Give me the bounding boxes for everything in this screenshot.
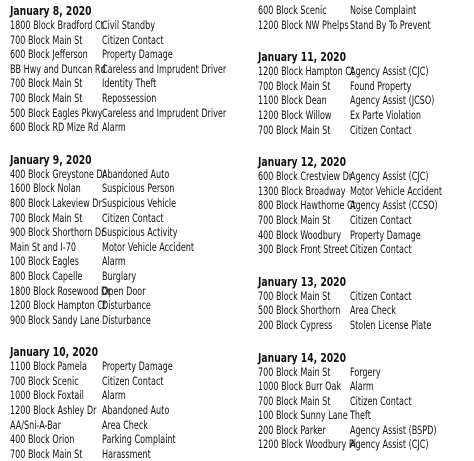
entry-location-text: 100 Block Eagles (10, 254, 79, 269)
log-entry (10, 284, 242, 299)
entry-location-text: 700 Block Scenic (10, 373, 79, 388)
log-entry (10, 18, 242, 33)
entry-location-text: AA/Sni-A-Bar (10, 417, 61, 432)
entry-location (10, 283, 111, 299)
entry-event-text: Identity Theft (102, 76, 157, 91)
log-entry (258, 169, 468, 184)
entry-event-text: Motor Vehicle Accident (102, 239, 195, 254)
log-entry (258, 213, 468, 228)
entry-location (258, 379, 350, 394)
entry-event (102, 225, 242, 240)
entry-event-text: Suspicious Activity (102, 225, 178, 240)
entry-location-text: 1200 Block Hampton Ct (10, 298, 107, 313)
log-entry (10, 76, 242, 91)
entry-event-text: Citizen Contact (350, 288, 412, 303)
entry-event-text: Agency Assist (CCSO) (350, 198, 438, 213)
entry-event-text: Careless and Imprudent Driver (102, 61, 227, 76)
entry-location (10, 269, 102, 284)
entry-event (102, 313, 242, 328)
log-entry (258, 408, 468, 423)
entry-event (102, 76, 242, 91)
log-entry (258, 108, 468, 123)
entry-event-text: Theft (350, 408, 371, 423)
date-section (10, 344, 242, 461)
log-entry (10, 432, 242, 447)
log-entry (10, 254, 242, 269)
log-entry (10, 240, 242, 255)
entry-location (10, 196, 102, 211)
entry-event-text: Agency Assist (BSPD) (350, 422, 437, 437)
entry-event-text: Citizen Contact (350, 393, 412, 408)
entry-location-text: 800 Block Hawthorne Ct (258, 198, 356, 213)
entry-event-text: Citizen Contact (102, 210, 164, 225)
entry-location (10, 120, 102, 135)
entry-location-text: 700 Block Main St (258, 288, 331, 303)
entry-event-text: Citizen Contact (350, 122, 412, 137)
date-section (258, 350, 468, 453)
log-entry (10, 91, 242, 106)
entry-location (10, 61, 106, 77)
entry-location (10, 18, 102, 33)
entry-event-text: Motor Vehicle Accident (350, 183, 443, 198)
entry-location (10, 432, 102, 447)
entry-event (102, 120, 242, 135)
entry-event (102, 211, 242, 226)
entry-location-text: 200 Block Parker (258, 422, 326, 437)
entry-location (258, 242, 350, 257)
entry-location-text: 700 Block Main St (10, 210, 83, 225)
entry-event (350, 79, 468, 94)
entry-event-text: Area Check (102, 417, 148, 432)
entry-event-text: Citizen Contact (102, 373, 164, 388)
entry-location-text: 1200 Block Ashley Dr (10, 403, 97, 418)
entry-location (258, 437, 356, 452)
entry-location (10, 298, 107, 313)
entry-event (350, 228, 468, 243)
entry-event (102, 403, 242, 418)
log-entry (258, 365, 468, 380)
entry-location-text: 700 Block Main St (10, 76, 83, 91)
log-entry (10, 33, 242, 48)
entry-location-text: 1000 Block Burr Oak (258, 379, 342, 394)
entry-event (102, 18, 242, 33)
section-gap (258, 333, 468, 350)
log-entry (258, 289, 468, 304)
log-entry (10, 62, 242, 77)
entry-event-text: Harassment (102, 446, 151, 461)
entry-event-text: Area Check (350, 303, 396, 318)
entry-event-text: Alarm (350, 379, 374, 394)
log-entry (258, 437, 468, 452)
log-entry (10, 47, 242, 62)
log-entry (10, 225, 242, 240)
entry-event (102, 47, 242, 62)
entry-event-text: Property Damage (102, 47, 173, 62)
section-gap (10, 135, 242, 152)
entry-event (350, 242, 468, 257)
date-heading: January 13, 2020 (258, 273, 346, 289)
entry-event (350, 3, 468, 18)
entry-event-text: Disturbance (102, 312, 151, 327)
entry-event-text: Agency Assist (CJC) (350, 169, 429, 184)
entry-event (350, 18, 468, 33)
entry-location (258, 408, 350, 423)
log-entry (10, 403, 242, 418)
entry-location-text: 1200 Block Willow (258, 107, 332, 122)
entry-location (10, 388, 102, 403)
entry-event-text: Disturbance (102, 298, 151, 313)
entry-event-text: Civil Standby (102, 18, 156, 32)
entry-event-text: Abandoned Auto (102, 166, 170, 181)
entry-location (10, 418, 102, 433)
date-heading: January 9, 2020 (10, 151, 92, 167)
entry-location (258, 318, 350, 333)
date-heading: January 11, 2020 (258, 49, 346, 65)
entry-event-text: Found Property (350, 78, 412, 93)
entry-event-text: Citizen Contact (102, 32, 164, 47)
entry-event (350, 394, 468, 409)
entry-location (258, 184, 350, 199)
date-heading: January 10, 2020 (10, 344, 98, 360)
entry-event (350, 213, 468, 228)
entry-event (102, 240, 242, 255)
entry-event (102, 359, 242, 374)
entry-location-text: 900 Block Sandy Lane (10, 312, 100, 327)
entry-event-text: Repossession (102, 90, 157, 105)
left-column (10, 3, 242, 461)
entry-location-text: 1200 Block NW Phelps (258, 17, 349, 32)
entry-event (350, 365, 468, 380)
entry-location-text: 300 Block Front Street (258, 242, 348, 257)
entry-location (258, 64, 355, 79)
log-entry (10, 388, 242, 403)
entry-event (350, 318, 468, 333)
entry-location-text: 400 Block Greystone Dr (10, 166, 106, 181)
date-section (258, 274, 468, 333)
entry-event-text: Stolen License Plate (350, 317, 432, 332)
log-entry (10, 167, 242, 182)
log-entry (258, 123, 468, 138)
entry-location-text: Main St and I-70 (10, 239, 76, 254)
entry-event (102, 432, 242, 447)
entry-location-text: 1800 Block Rosewood Dr (10, 283, 111, 298)
log-entry (10, 120, 242, 135)
entry-location-text: 500 Block Shorthorn (258, 303, 341, 318)
entry-event (102, 167, 242, 182)
entry-location-text: 1200 Block Hampton Ct (258, 64, 355, 79)
entry-event-text: Property Damage (102, 359, 173, 374)
entry-event (350, 123, 468, 138)
log-entry (10, 359, 242, 374)
entry-event (350, 423, 468, 438)
entry-event-text: Alarm (102, 120, 126, 135)
entry-event-text: Stand By To Prevent (350, 17, 431, 32)
entry-event (102, 418, 242, 433)
entry-location (10, 47, 102, 62)
log-entry (258, 64, 468, 79)
entry-location-text: 1100 Block Dean (258, 93, 327, 108)
entry-event (350, 379, 468, 394)
entry-event-text: Citizen Contact (350, 242, 412, 257)
entry-location-text: 400 Block Orion (10, 432, 75, 447)
log-entry (10, 181, 242, 196)
log-entry (10, 418, 242, 433)
log-entry (258, 18, 468, 33)
log-entry (10, 298, 242, 313)
entry-event (102, 181, 242, 196)
entry-event-text: Agency Assist (CJC) (350, 64, 429, 79)
entry-event (350, 303, 468, 318)
date-heading: January 12, 2020 (258, 154, 346, 170)
entry-location-text: 600 Block Crestview Dr (258, 169, 353, 184)
date-section (258, 154, 468, 257)
date-section (10, 152, 242, 328)
entry-location-text: 1300 Block Broadway (258, 183, 346, 198)
entry-location (10, 33, 102, 48)
log-entry (10, 447, 242, 461)
log-entry (10, 374, 242, 389)
date-heading: January 14, 2020 (258, 349, 346, 365)
log-entry (258, 379, 468, 394)
entry-event (102, 196, 242, 211)
log-entry (10, 313, 242, 328)
entry-location-text: 700 Block Main St (258, 78, 331, 93)
entry-location-text: 600 Block RD Mize Rd (10, 120, 99, 135)
entry-location (10, 240, 102, 255)
entry-location-text: 700 Block Main St (258, 212, 331, 227)
log-entry (258, 394, 468, 409)
entry-location-text: 200 Block Cypress (258, 317, 333, 332)
log-entry (258, 79, 468, 94)
log-entry (258, 3, 468, 18)
entry-event-text: Forgery (350, 364, 381, 379)
right-column (258, 3, 468, 452)
date-section (258, 49, 468, 137)
entry-location-text: 400 Block Woodbury (258, 227, 342, 242)
entry-location-text: 1100 Block Pamela (10, 359, 87, 374)
entry-location-text: 700 Block Main St (258, 393, 331, 408)
section-gap (258, 32, 468, 49)
entry-location-text: 1600 Block Nolan (10, 181, 81, 196)
entry-event-text: Ex Parte Violation (350, 107, 422, 122)
entry-location (258, 79, 350, 94)
date-section (258, 3, 468, 32)
entry-location-text: 800 Block Capelle (10, 268, 83, 283)
entry-location (258, 365, 350, 380)
entry-location (258, 213, 350, 228)
entry-location (258, 3, 350, 18)
entry-location (10, 181, 102, 196)
entry-location (10, 374, 102, 389)
entry-location-text: 700 Block Main St (10, 446, 83, 461)
log-entry (10, 211, 242, 226)
entry-event (102, 298, 242, 313)
entry-event (350, 108, 468, 123)
entry-location-text: 600 Block Jefferson (10, 47, 88, 62)
entry-event (102, 106, 261, 121)
entry-event (102, 254, 242, 269)
entry-location-text: 700 Block Main St (258, 364, 331, 379)
entry-location (258, 108, 350, 123)
entry-event (102, 269, 242, 284)
entry-event (350, 437, 468, 452)
entry-location (10, 211, 102, 226)
log-entry (258, 184, 468, 199)
entry-event (350, 184, 468, 199)
log-entry (258, 423, 468, 438)
entry-location-text: 700 Block Main St (10, 90, 83, 105)
entry-location (10, 106, 102, 121)
entry-location (258, 169, 353, 184)
log-entry (10, 106, 242, 121)
entry-location (258, 198, 356, 213)
entry-location (258, 93, 350, 108)
log-entry (10, 269, 242, 284)
entry-location (10, 76, 102, 91)
entry-event (350, 289, 468, 304)
entry-event-text: Abandoned Auto (102, 403, 170, 418)
entry-location (258, 423, 350, 438)
entry-event-text: Citizen Contact (350, 212, 412, 227)
log-entry (258, 242, 468, 257)
entry-location (10, 225, 105, 240)
entry-event-text: Property Damage (350, 227, 421, 242)
entry-event-text: Agency Assist (JCSO) (350, 93, 435, 108)
entry-event (350, 64, 468, 79)
entry-location (258, 289, 350, 304)
entry-location (10, 254, 102, 269)
entry-event-text: Alarm (102, 254, 126, 269)
entry-location-text: 700 Block Main St (258, 122, 331, 137)
entry-event (102, 62, 261, 77)
entry-event-text: Open Door (102, 283, 146, 298)
entry-event-text: Alarm (102, 388, 126, 403)
entry-location (10, 403, 102, 418)
entry-location-text: 600 Block Scenic (258, 3, 327, 17)
entry-event-text: Agency Assist (CJC) (350, 437, 429, 452)
entry-location (258, 303, 350, 318)
entry-location-text: 700 Block Main St (10, 32, 83, 47)
entry-event-text: Noise Complaint (350, 3, 417, 17)
date-section (10, 3, 242, 135)
entry-location-text: 900 Block Shorthorn Dr (10, 225, 105, 240)
entry-event-text: Parking Complaint (102, 432, 176, 447)
entry-location (10, 91, 102, 106)
entry-location (258, 228, 350, 243)
entry-location-text: BB Hwy and Duncan Rd (10, 61, 106, 76)
entry-location-text: 1800 Block Bradford Ct (10, 18, 104, 32)
entry-location-text: 800 Block Lakeview Dr (10, 195, 102, 210)
date-heading: January 8, 2020 (10, 3, 92, 18)
entry-event-text: Suspicious Person (102, 181, 175, 196)
entry-event-text: Suspicious Vehicle (102, 195, 177, 210)
entry-event (102, 388, 242, 403)
log-entry (258, 318, 468, 333)
log-entry (258, 303, 468, 318)
entry-event (102, 91, 242, 106)
entry-location (258, 18, 350, 33)
entry-event (350, 169, 468, 184)
entry-location-text: 500 Block Eagles Pkwy (10, 105, 103, 120)
section-gap (258, 137, 468, 154)
entry-location (10, 447, 102, 461)
entry-location (258, 394, 350, 409)
entry-event (102, 374, 242, 389)
entry-location (10, 166, 106, 182)
entry-location (10, 313, 102, 328)
entry-event (102, 284, 242, 299)
entry-event (350, 198, 468, 213)
entry-event (102, 33, 242, 48)
entry-location-text: 1000 Block Foxtail (10, 388, 84, 403)
entry-location-text: 100 Block Sunny Lane (258, 408, 348, 423)
entry-event (350, 408, 468, 423)
entry-location (258, 123, 350, 138)
entry-location (10, 359, 102, 374)
entry-location-text: 1200 Block Woodbury Pl (258, 437, 356, 452)
entry-event-text: Burglary (102, 268, 137, 283)
section-gap (258, 257, 468, 274)
log-entry (258, 198, 468, 213)
log-entry (258, 93, 468, 108)
entry-event (102, 447, 242, 461)
log-entry (10, 196, 242, 211)
entry-event-text: Careless and Imprudent Driver (102, 105, 227, 120)
log-entry (258, 228, 468, 243)
entry-event (350, 93, 468, 108)
section-gap (10, 327, 242, 344)
